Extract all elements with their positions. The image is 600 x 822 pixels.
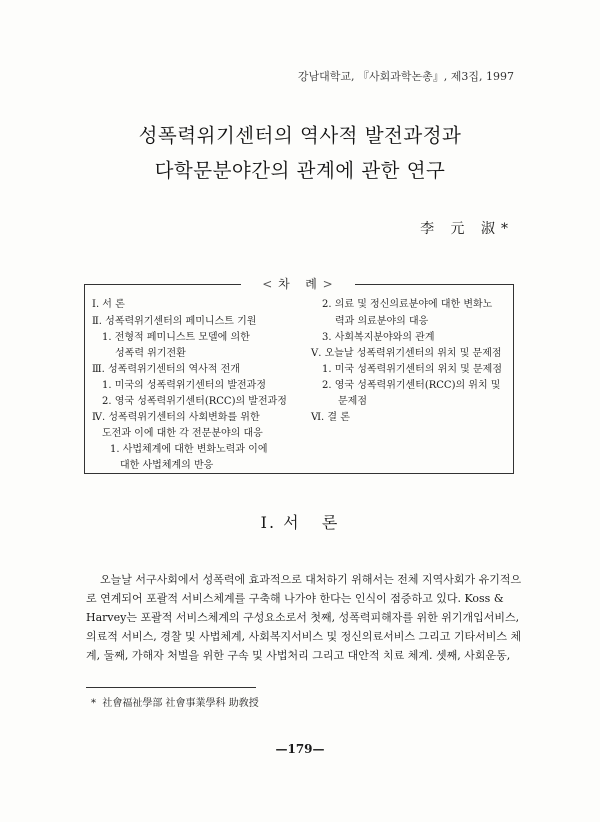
toc-left-item: 1. 사법체계에 대한 변화노력과 이에 <box>110 444 268 455</box>
toc-label <box>241 276 355 294</box>
toc-left-item: 도전과 이에 대한 각 전문분야의 대응 <box>102 428 263 439</box>
toc-right-item: 력과 의료분야의 대응 <box>335 316 429 327</box>
toc-left-item: Ⅲ. 성폭력위기센터의 역사적 전개 <box>92 364 240 375</box>
toc-left-item: 2. 영국 성폭력위기센터(RCC)의 발전과정 <box>102 396 287 407</box>
body-text-line: 의료적 서비스, 경찰 및 사법체계, 사회복지서비스 및 정신의료서비스 그리고 기타서비스 체 <box>86 630 522 643</box>
body-text-line: 로 연계되어 포괄적 서비스체계를 구축해 나가야 한다는 인식이 점증하고 있다. Koss & <box>86 592 504 605</box>
page-number: —179— <box>275 742 325 756</box>
body-text-line: Harvey는 포괄적 서비스체계의 구성요소로서 첫째, 성폭력피해자를 위한 위기개입서비스, <box>86 611 520 624</box>
toc-right-item: Ⅵ. 결 론 <box>311 412 350 423</box>
footnote-divider <box>86 687 256 688</box>
toc-label-text: 차 례 <box>278 277 318 291</box>
toc-right-item: Ⅴ. 오늘날 성폭력위기센터의 위치 및 문제점 <box>311 348 502 359</box>
paper-title-line-1: 성폭력위기센터의 역사적 발전과정과 <box>138 124 462 147</box>
paper-title-line-2: 다학문분야간의 관계에 관한 연구 <box>154 159 446 182</box>
toc-left-item: 대한 사법체계의 반응 <box>120 460 214 471</box>
footnote: * 社會福祉學部 社會事業學科 助敎授 <box>91 698 259 709</box>
author-name: 李 元 淑* <box>420 221 514 237</box>
toc-left-item: Ⅰ. 서 론 <box>92 299 125 310</box>
toc-right-item: 문제점 <box>338 396 367 407</box>
running-header: 강남대학교, 『사회과학논총』, 제3집, 1997 <box>297 70 514 83</box>
body-text-line: 오늘날 서구사회에서 성폭력에 효과적으로 대처하기 위해서는 전체 지역사회가 유기적으 <box>100 573 522 586</box>
toc-left-item: Ⅳ. 성폭력위기센터의 사회변화를 위한 <box>92 412 260 423</box>
toc-right-item: 2. 영국 성폭력위기센터(RCC)의 위치 및 <box>322 380 501 391</box>
toc-left-item: 1. 미국의 성폭력위기센터의 발전과정 <box>102 380 266 391</box>
toc-right-item: 3. 사회복지분야와의 관계 <box>322 332 435 343</box>
toc-left-item: 성폭력 위기전환 <box>115 348 186 359</box>
toc-left-item: Ⅱ. 성폭력위기센터의 페미니스트 기원 <box>92 316 257 327</box>
body-text-line: 계, 둘째, 가해자 처벌을 위한 구속 및 사법처리 그리고 대안적 치료 체계. 셋째, 사회운동, <box>86 649 511 662</box>
toc-right-item: 1. 미국 성폭력위기센터의 위치 및 문제점 <box>322 364 502 375</box>
toc-right-item: 2. 의료 및 정신의료분야에 대한 변화노 <box>322 299 493 310</box>
section-heading-introduction: Ⅰ. 서 론 <box>260 513 340 532</box>
toc-label-right-bracket: > <box>322 277 334 291</box>
toc-left-item: 1. 전형적 페미니스트 모델에 의한 <box>102 332 250 343</box>
toc-label-left-bracket: < <box>262 277 274 291</box>
